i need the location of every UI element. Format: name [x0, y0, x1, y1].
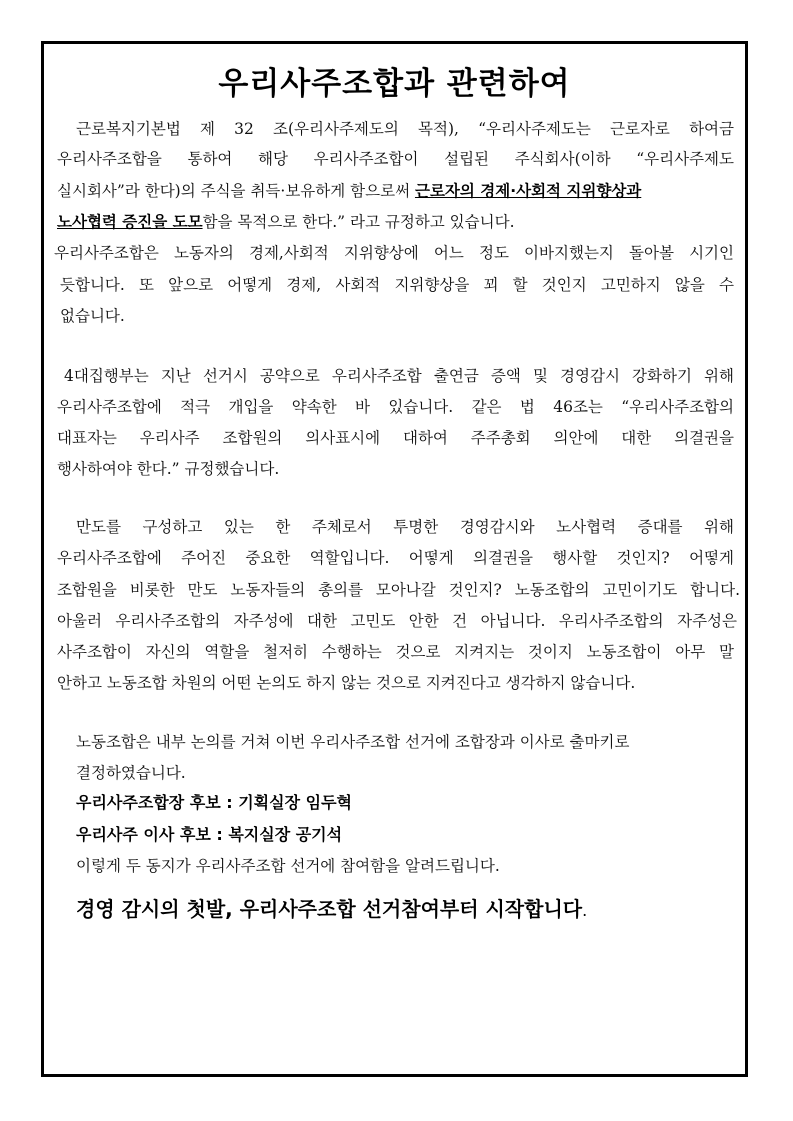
paragraph-3-line-2: 우리사주조합에 적극 개입을 약속한 바 있습니다. 같은 법 46조는 “우리사주조합의	[57, 398, 734, 416]
paragraph-3-line-4: 행사하여야 한다.” 규정했습니다.	[57, 460, 280, 478]
paragraph-2-line-1: 우리사주조합은 노동자의 경제,사회적 지위향상에 어느 정도 이바지했는지 돌아볼 시기인	[54, 244, 734, 262]
page-title: 우리사주조합과 관련하여	[218, 66, 571, 102]
paragraph-1-line-3-text: 실시회사”라 한다)의 주식을 취득·보유하게 함으로써	[57, 182, 415, 200]
paragraph-4-line-5: 사주조합이 자신의 역할을 철저히 수행하는 것으로 지켜지는 것이지 노동조합이 아무 말	[57, 643, 734, 661]
candidate-chairman: 우리사주조합장 후보 : 기획실장 임두혁	[76, 793, 352, 812]
paragraph-5-line-2: 결정하였습니다.	[76, 764, 186, 782]
closing-slogan	[76, 896, 587, 924]
paragraph-3-line-3: 대표자는 우리사주 조합원의 의사표시에 대하여 주주총회 의안에 대한 의결권을	[57, 429, 734, 447]
paragraph-4-line-2: 우리사주조합에 주어진 중요한 역할입니다. 어떻게 의결권을 행사할 것인지? 어떻게	[57, 549, 734, 567]
paragraph-2-line-2: 듯합니다. 또 앞으로 어떻게 경제, 사회적 지위향상을 꾀 할 것인지 고민하지 않을 수	[60, 276, 734, 294]
highlight-purpose-2: 노사협력 증진을 도모	[57, 213, 203, 231]
paragraph-1-line-4	[57, 212, 734, 232]
paragraph-5-line-1: 노동조합은 내부 논의를 거쳐 이번 우리사주조합 선거에 조합장과 이사로 출마키로	[76, 733, 630, 751]
paragraph-1-line-3	[57, 181, 734, 201]
candidate-director: 우리사주 이사 후보 : 복지실장 공기석	[76, 825, 343, 844]
paragraph-4-line-3: 조합원을 비롯한 만도 노동자들의 총의를 모아나갈 것인지? 노동조합의 고민이기도 합니다.	[57, 581, 740, 599]
paragraph-3-line-1: 4대집행부는 지난 선거시 공약으로 우리사주조합 출연금 증액 및 경영감시 강화하기 위해	[64, 367, 734, 385]
highlight-purpose-1: 근로자의 경제·사회적 지위향상과	[414, 182, 642, 200]
paragraph-4-line-1: 만도를 구성하고 있는 한 주체로서 투명한 경영감시와 노사협력 증대를 위해	[76, 518, 734, 536]
paragraph-5-line-3: 이렇게 두 동지가 우리사주조합 선거에 참여함을 알려드립니다.	[76, 857, 500, 875]
paragraph-4-line-4: 아울러 우리사주조합의 자주성에 대한 고민도 안한 건 아닙니다. 우리사주조합의 자주성은	[57, 612, 737, 630]
paragraph-4-line-6: 안하고 노동조합 차원의 어떤 논의도 하지 않는 것으로 지켜진다고 생각하지 않습니다.	[57, 674, 636, 692]
paragraph-1-line-2: 우리사주조합을 통하여 해당 우리사주조합이 설립된 주식회사(이하 “우리사주제도	[57, 150, 734, 168]
closing-period: .	[582, 901, 588, 920]
paragraph-1-line-1: 근로복지기본법 제 32 조(우리사주제도의 목적), “우리사주제도는 근로자로 하여금	[76, 120, 734, 138]
paragraph-2-line-3: 없습니다.	[60, 307, 125, 325]
paragraph-1-line-4-text: 함을 목적으로 한다.” 라고 규정하고 있습니다.	[202, 213, 515, 231]
closing-slogan-text: 경영 감시의 첫발, 우리사주조합 선거참여부터 시작합니다	[76, 897, 583, 921]
